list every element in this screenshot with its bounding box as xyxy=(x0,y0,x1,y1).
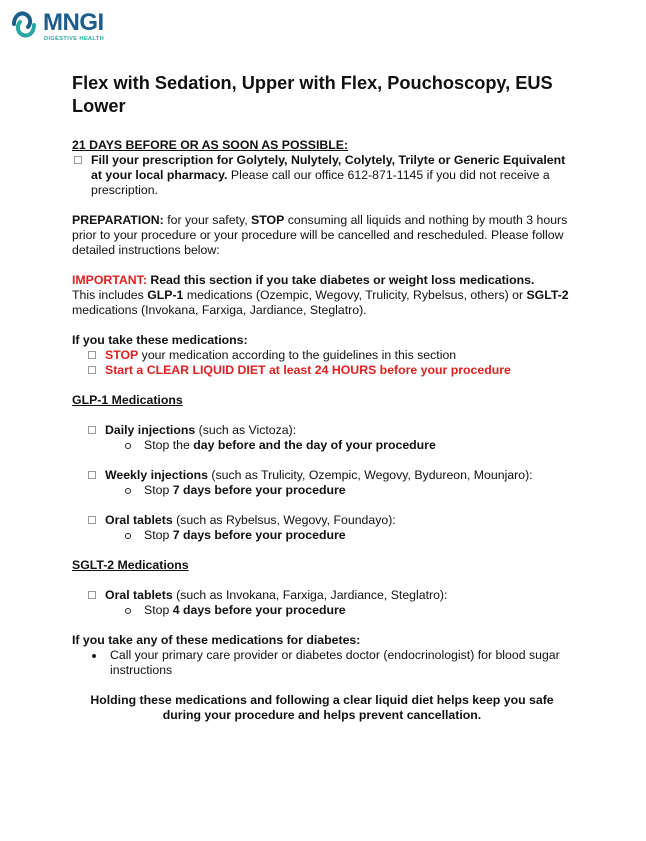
take-meds-heading: If you take these medications: xyxy=(72,333,248,347)
checkbox-icon xyxy=(74,156,82,164)
mngi-logo xyxy=(10,8,130,46)
daily-sub-bold: day before and the day of your procedure xyxy=(193,438,436,452)
diabetes-item-text: Call your primary care provider or diabetes doctor (endocrinologist) for blood sugar instructions xyxy=(110,648,560,677)
checkbox-icon xyxy=(88,366,96,374)
clear-liquid-item xyxy=(86,363,572,378)
important-paragraph xyxy=(72,273,572,318)
weekly-bold: Weekly injections xyxy=(105,468,208,482)
sglt2-bold: SGLT-2 xyxy=(526,288,569,302)
daily-rest: (such as Victoza): xyxy=(195,423,297,437)
glp1-bold: GLP-1 xyxy=(147,288,184,302)
logo-name: MNGI xyxy=(43,9,104,36)
diabetes-heading: If you take any of these medications for diabetes: xyxy=(72,633,361,647)
important-text: This includes xyxy=(72,288,148,302)
stop-red: STOP xyxy=(105,348,139,362)
glp1-daily-item xyxy=(86,423,572,438)
weekly-rest: (such as Trulicity, Ozempic, Wegovy, Bydureon, Mounjaro): xyxy=(207,468,533,482)
checkbox-icon xyxy=(88,591,96,599)
stop-medication-item xyxy=(86,348,572,363)
oral-sub-text: Stop xyxy=(144,528,173,542)
important-text-2: medications (Ozempic, Wegovy, Trulicity, Rybelsus, others) or xyxy=(183,288,527,302)
weekly-sub-bold: 7 days before your procedure xyxy=(172,483,346,497)
bullet-icon xyxy=(92,654,96,658)
glp1-oral-sub xyxy=(106,528,572,543)
circle-bullet-icon xyxy=(125,608,131,614)
closing-statement: Holding these medications and following a clear liquid diet helps keep you safe during your procedure and helps prevent cancellation. xyxy=(90,693,554,722)
prescription-item xyxy=(72,153,572,198)
logo-subtitle: DIGESTIVE HEALTH xyxy=(44,36,105,42)
checkbox-icon xyxy=(88,351,96,359)
important-bold: Read this section if you take diabetes or weight loss medications. xyxy=(146,273,535,287)
important-text-3: medications (Invokana, Farxiga, Jardiance, Steglatro). xyxy=(72,303,367,317)
sglt2-sub-bold: 4 days before your procedure xyxy=(172,603,346,617)
important-label: IMPORTANT: xyxy=(72,273,147,287)
logo-mark-icon xyxy=(10,10,38,40)
checkbox-icon xyxy=(88,471,96,479)
preparation-stop: STOP xyxy=(251,213,285,227)
weekly-sub-text: Stop xyxy=(144,483,173,497)
sglt2-oral-rest: (such as Invokana, Farxiga, Jardiance, Steglatro): xyxy=(172,588,448,602)
sglt2-oral-sub xyxy=(106,603,572,618)
circle-bullet-icon xyxy=(125,443,131,449)
checkbox-icon xyxy=(88,516,96,524)
prescription-rest: Please call our office 612-871-1145 if you did not receive a prescription. xyxy=(91,168,550,197)
oral-rest: (such as Rybelsus, Wegovy, Foundayo): xyxy=(172,513,396,527)
page-title: Flex with Sedation, Upper with Flex, Pouchoscopy, EUS Lower xyxy=(72,73,553,116)
prescription-bold: Fill your prescription for Golytely, Nulytely, Colytely, Trilyte or Generic Equivalent at your local pharmacy. xyxy=(91,153,566,182)
daily-sub-text: Stop the xyxy=(144,438,194,452)
checkbox-icon xyxy=(88,426,96,434)
sglt2-oral-bold: Oral tablets xyxy=(105,588,173,602)
sglt2-oral-item xyxy=(86,588,572,603)
glp1-daily-sub xyxy=(106,438,572,453)
preparation-text: for your safety, xyxy=(163,213,252,227)
preparation-paragraph xyxy=(72,213,572,258)
circle-bullet-icon xyxy=(125,488,131,494)
sglt2-sub-text: Stop xyxy=(144,603,173,617)
oral-sub-bold: 7 days before your procedure xyxy=(172,528,346,542)
instruction-document xyxy=(72,72,572,723)
section-heading-21-days: 21 DAYS BEFORE OR AS SOON AS POSSIBLE: xyxy=(72,138,349,152)
section-heading-sglt2: SGLT-2 Medications xyxy=(72,558,189,572)
stop-rest: your medication according to the guidelines in this section xyxy=(138,348,457,362)
circle-bullet-icon xyxy=(125,533,131,539)
glp1-weekly-sub xyxy=(106,483,572,498)
section-heading-glp1: GLP-1 Medications xyxy=(72,393,183,407)
oral-bold: Oral tablets xyxy=(105,513,173,527)
glp1-weekly-item xyxy=(86,468,572,483)
daily-bold: Daily injections xyxy=(105,423,196,437)
diabetes-item xyxy=(72,648,572,678)
glp1-oral-item xyxy=(86,513,572,528)
preparation-text-2: consuming all liquids and nothing by mouth 3 hours prior to your procedure or your procedure will be cancelled and rescheduled. Please follow detailed instructions below: xyxy=(72,213,568,257)
preparation-label: PREPARATION: xyxy=(72,213,164,227)
clear-liquid-text: Start a CLEAR LIQUID DIET at least 24 HOURS before your procedure xyxy=(105,363,511,377)
